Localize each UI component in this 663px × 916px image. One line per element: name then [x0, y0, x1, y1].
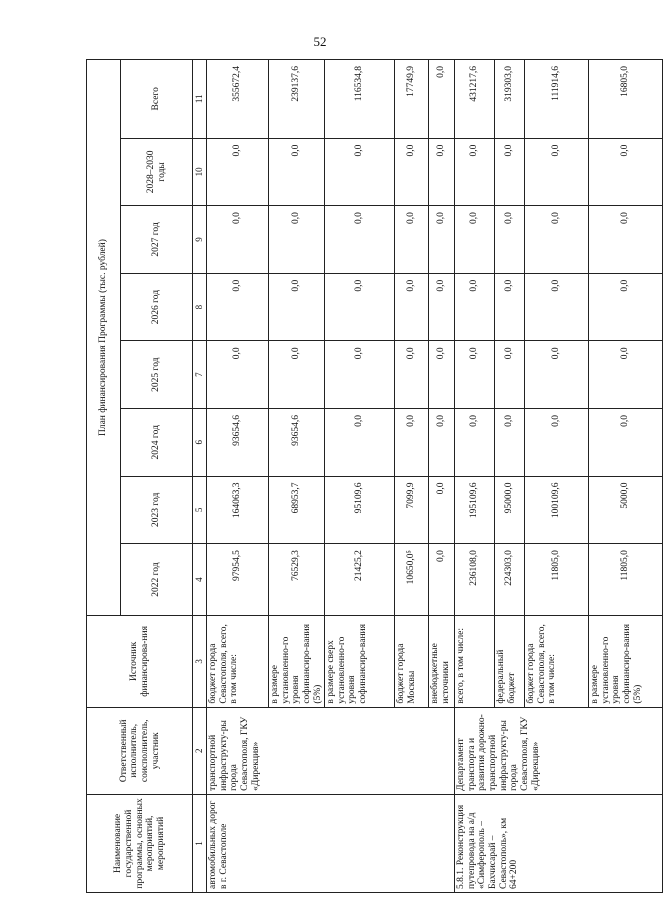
- header-row-plan: [87, 60, 121, 893]
- cell-value: 10650,0⁵: [395, 544, 429, 616]
- cell-value: 0,0: [589, 341, 663, 409]
- cell-executor: Департамент транспорта и развития дорожно-транспортной инфраструкту-ры города Севастополя, ГКУ «Дирекция»: [455, 707, 663, 794]
- header-year: 2028–2030 годы: [121, 138, 193, 206]
- cell-source: всего, в том числе:: [455, 616, 495, 708]
- cell-value: 0,0: [207, 341, 269, 409]
- header-year: 2025 год: [121, 341, 193, 409]
- cell-value: 0,0: [429, 206, 455, 274]
- cell-value: 0,0: [455, 341, 495, 409]
- cell-value: 17749,9: [395, 60, 429, 139]
- cell-value: 0,0: [495, 138, 525, 206]
- cell-value: 0,0: [495, 341, 525, 409]
- cell-value: 111914,6: [525, 60, 589, 139]
- cell-value: 0,0: [395, 206, 429, 274]
- cell-source: федеральный бюджет: [495, 616, 525, 708]
- cell-value: 0,0: [429, 60, 455, 139]
- cell-value: 0,0: [495, 206, 525, 274]
- cell-value: 0,0: [429, 341, 455, 409]
- cell-value: 355672,4: [207, 60, 269, 139]
- cell-source: в размере установленно-го уровня софинансиро-вания (5%): [269, 616, 325, 708]
- cell-source: бюджет города Севастополя, всего, в том числе:: [525, 616, 589, 708]
- header-plan: План финансирования Программы (тыс. рублей): [87, 60, 121, 616]
- header-year: 2024 год: [121, 408, 193, 476]
- cell-value: 21425,2: [325, 544, 395, 616]
- cell-value: 0,0: [525, 273, 589, 341]
- cell-value: 16805,0: [589, 60, 663, 139]
- header-year: 2022 год: [121, 544, 193, 616]
- cell-value: 0,0: [269, 273, 325, 341]
- cell-value: 195109,6: [455, 476, 495, 544]
- col-index: 11: [193, 60, 207, 139]
- cell-value: 0,0: [269, 341, 325, 409]
- cell-value: 95000,0: [495, 476, 525, 544]
- col-index: 6: [193, 408, 207, 476]
- cell-value: 0,0: [325, 273, 395, 341]
- cell-value: 93654,6: [269, 408, 325, 476]
- cell-activity-name: автомобильных дорог в г. Севастополе: [207, 794, 455, 892]
- cell-value: 0,0: [429, 544, 455, 616]
- header-col-source: Источник финансирова-ния 3: [87, 616, 207, 708]
- table-row: [207, 60, 269, 893]
- cell-value: 0,0: [589, 138, 663, 206]
- header-year: 2027 год: [121, 206, 193, 274]
- cell-value: 11805,0: [589, 544, 663, 616]
- table-row: [455, 60, 495, 893]
- cell-value: 0,0: [589, 273, 663, 341]
- cell-value: 68953,7: [269, 476, 325, 544]
- cell-value: 0,0: [429, 138, 455, 206]
- cell-value: 0,0: [325, 138, 395, 206]
- header-year: 2026 год: [121, 273, 193, 341]
- cell-value: 0,0: [525, 341, 589, 409]
- cell-value: 0,0: [525, 138, 589, 206]
- cell-value: 93654,6: [207, 408, 269, 476]
- cell-value: 100109,6: [525, 476, 589, 544]
- cell-value: 0,0: [525, 408, 589, 476]
- cell-value: 0,0: [455, 273, 495, 341]
- cell-value: 0,0: [455, 138, 495, 206]
- cell-value: 76529,3: [269, 544, 325, 616]
- cell-value: 0,0: [269, 138, 325, 206]
- cell-source: в размере установленно-го уровня софинансиро-вания (5%): [589, 616, 663, 708]
- cell-value: 7099,9: [395, 476, 429, 544]
- cell-value: 0,0: [495, 273, 525, 341]
- cell-value: 116534,8: [325, 60, 395, 139]
- cell-value: 0,0: [395, 138, 429, 206]
- cell-value: 0,0: [325, 206, 395, 274]
- cell-executor: транспортной инфраструкту-ры города Севастополя, ГКУ «Дирекция»: [207, 707, 455, 794]
- cell-source: внебюджетные источники: [429, 616, 455, 708]
- cell-value: 0,0: [429, 476, 455, 544]
- cell-value: 0,0: [455, 408, 495, 476]
- cell-value: 431217,6: [455, 60, 495, 139]
- cell-value: 0,0: [207, 138, 269, 206]
- cell-value: 319303,0: [495, 60, 525, 139]
- header-col-name: Наименование государственной программы, основных мероприятий, мероприятий 1: [87, 794, 207, 892]
- cell-value: 0,0: [395, 273, 429, 341]
- cell-value: 0,0: [207, 273, 269, 341]
- cell-value: 11805,0: [525, 544, 589, 616]
- cell-value: 97954,5: [207, 544, 269, 616]
- financing-table: [86, 59, 663, 893]
- cell-value: 0,0: [325, 408, 395, 476]
- rotated-table-container: [86, 59, 643, 893]
- cell-source: в размере сверх установленно-го уровня софинансиро-вания: [325, 616, 395, 708]
- col-index: 9: [193, 206, 207, 274]
- cell-value: 95109,6: [325, 476, 395, 544]
- cell-value: 0,0: [589, 408, 663, 476]
- col-index: 7: [193, 341, 207, 409]
- cell-value: 164063,3: [207, 476, 269, 544]
- col-index: 8: [193, 273, 207, 341]
- cell-value: 0,0: [325, 341, 395, 409]
- cell-value: 0,0: [525, 206, 589, 274]
- cell-value: 0,0: [455, 206, 495, 274]
- cell-value: 0,0: [395, 341, 429, 409]
- col-index: 1: [192, 795, 206, 892]
- cell-value: 239137,6: [269, 60, 325, 139]
- cell-value: 224303,0: [495, 544, 525, 616]
- cell-activity-name: 5.8.1. Реконструкция путепровода на а/д «Симферополь – Бахчисарай – Севастополь», км 64+200: [455, 794, 663, 892]
- cell-value: 236108,0: [455, 544, 495, 616]
- cell-value: 0,0: [589, 206, 663, 274]
- header-year: Всего: [121, 60, 193, 139]
- cell-source: бюджет города Севастополя, всего, в том числе:: [207, 616, 269, 708]
- header-year: 2023 год: [121, 476, 193, 544]
- col-index: 5: [193, 476, 207, 544]
- cell-value: 0,0: [429, 273, 455, 341]
- header-col-executor: Ответственный исполнитель, соисполнитель, участник 2: [87, 707, 207, 794]
- cell-value: 0,0: [429, 408, 455, 476]
- cell-value: 0,0: [207, 206, 269, 274]
- cell-value: 0,0: [495, 408, 525, 476]
- cell-value: 0,0: [269, 206, 325, 274]
- cell-source: бюджет города Москвы: [395, 616, 429, 708]
- col-index: 10: [193, 138, 207, 206]
- col-index: 2: [192, 708, 206, 794]
- cell-value: 5000,0: [589, 476, 663, 544]
- col-index: 3: [192, 616, 206, 707]
- cell-value: 0,0: [395, 408, 429, 476]
- page-number: 52: [313, 34, 327, 49]
- col-index: 4: [193, 544, 207, 616]
